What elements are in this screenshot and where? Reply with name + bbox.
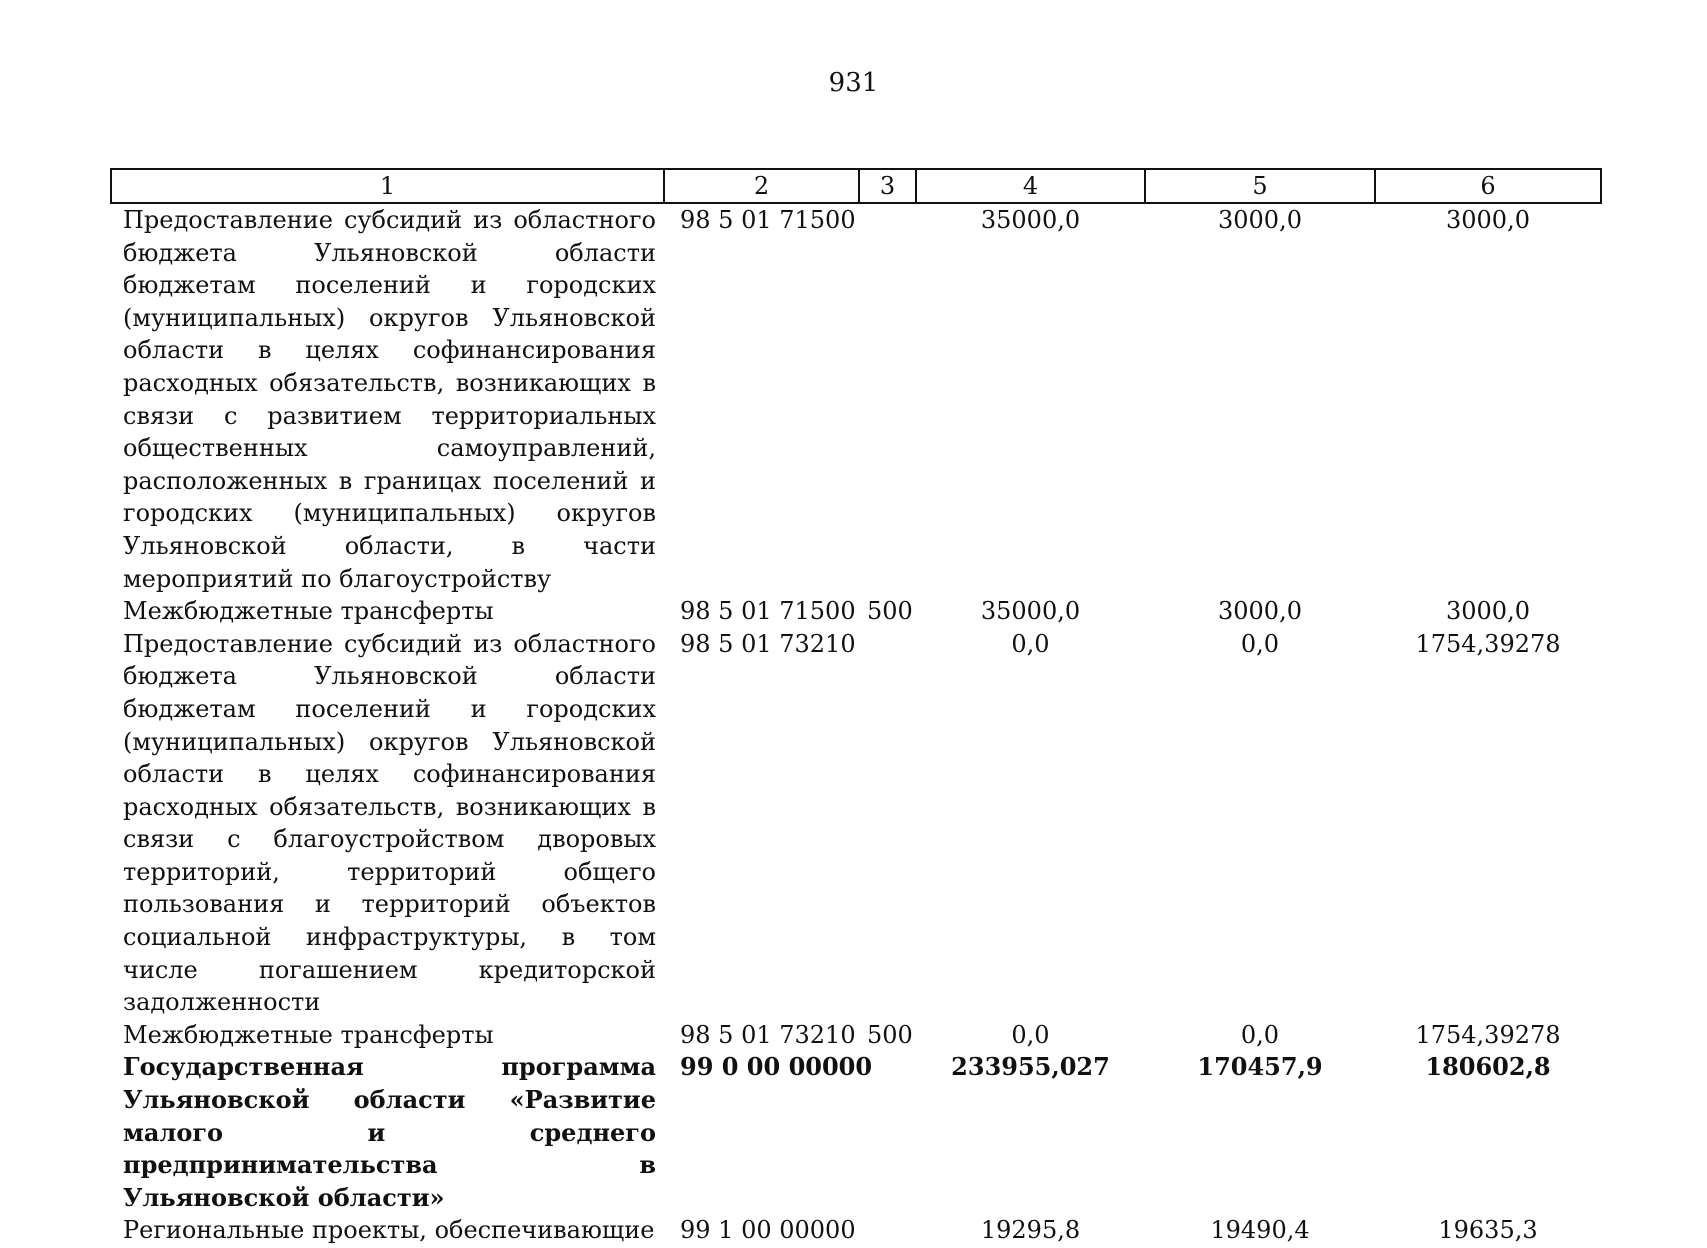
table-row [111,1214,1601,1248]
header-col-3: 3 [859,169,916,203]
row-value-col6: 3000,0 [1446,206,1530,234]
row-code: 98 5 01 73210 [680,1020,856,1049]
table-row [111,595,1601,628]
row-value-col4: 19295,8 [980,1216,1081,1245]
row-value-col4: 0,0 [1011,629,1050,658]
row-value-col5: 0,0 [1240,1020,1280,1049]
row-value-col5: 3000,0 [1218,206,1302,234]
row-code: 99 1 00 00000 [680,1216,856,1245]
row-code: 98 5 01 71500 [680,206,856,234]
row-name: Региональные проекты, обеспечивающие [123,1216,655,1245]
row-value-col6: 1754,39278 [1415,629,1561,658]
row-expense-type [859,628,916,1019]
row-value-col6: 1754,39278 [1415,1020,1561,1049]
row-name: Предоставление субсидий из областного бюджета Ульяновской области бюджетам поселений и городских (муниципальных) округов Ульяновской области в целях софинансирования расходных обязательств, возникающих в связи с благоустройством дворовых территорий, территорий общего пользования и территорий объектов социальной инфраструктуры, в том числе погашением кредиторской задолженности [123,629,656,1017]
row-code: 99 0 00 00000 [680,1052,873,1082]
row-name: Предоставление субсидий из областного бюджета Ульяновской области бюджетам поселений и городских (муниципальных) округов Ульяновской области в целях софинансирования расходных обязательств, возникающих в связи с развитием территориальных общественных самоуправлений, расположенных в границах поселений и городских (муниципальных) округов Ульяновской области, в части мероприятий по благоустройству [123,206,656,593]
table-row [111,628,1601,1019]
header-col-6: 6 [1375,169,1601,203]
table-row [111,203,1601,595]
row-code: 98 5 01 71500 [680,597,856,626]
row-value-col5: 19490,4 [1210,1216,1310,1245]
row-value-col5: 3000,0 [1218,597,1302,626]
table-row [111,1019,1601,1052]
row-value-col4: 35000,0 [980,206,1081,234]
row-expense-type: 500 [867,597,913,626]
row-value-col6: 180602,8 [1425,1052,1551,1082]
row-code: 98 5 01 73210 [680,629,856,658]
budget-table [110,168,1602,1248]
row-value-col5: 0,0 [1240,629,1280,658]
row-value-col4: 233955,027 [951,1052,1110,1082]
header-col-4: 4 [916,169,1145,203]
row-value-col4: 35000,0 [980,597,1081,626]
row-name: Государственная программа Ульяновской области «Развитие малого и среднего предпринимательства в Ульяновской области» [123,1052,656,1212]
row-value-col6: 3000,0 [1446,597,1530,626]
table-header [111,169,1601,203]
row-value-col4: 0,0 [1011,1020,1050,1049]
header-col-5: 5 [1145,169,1375,203]
table-body [111,203,1601,1248]
page-number: 931 [828,68,879,98]
table-row [111,1051,1601,1214]
row-value-col6: 19635,3 [1438,1216,1538,1245]
header-row [111,169,1601,203]
row-expense-type: 500 [867,1020,913,1049]
row-value-col5: 170457,9 [1197,1052,1323,1082]
row-name: Межбюджетные трансферты [123,597,494,626]
header-col-2: 2 [664,169,859,203]
row-expense-type [859,1214,916,1248]
row-name: Межбюджетные трансферты [123,1020,494,1049]
header-col-1: 1 [111,169,664,203]
budget-table-container [110,168,1600,1248]
row-expense-type [859,203,916,595]
